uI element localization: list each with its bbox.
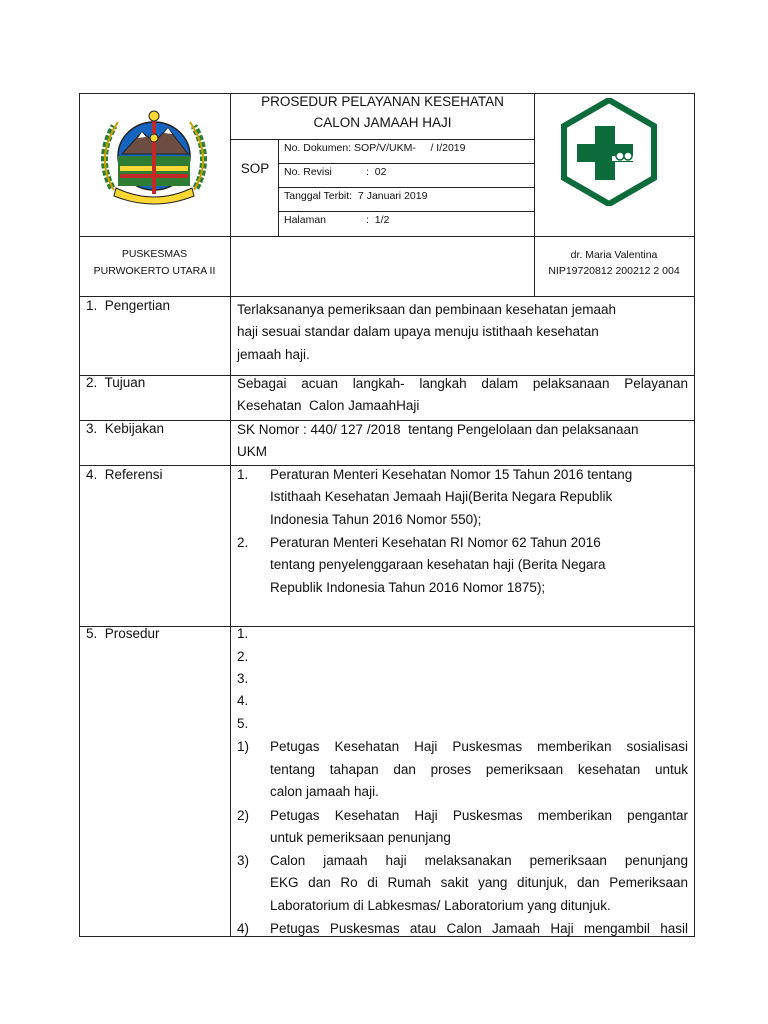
kebijakan-line: UKM [237,444,267,459]
prosedur-line: untuk pemeriksaan penunjang [270,830,451,845]
issue-date: Tanggal Terbit: 7 Januari 2019 [284,190,428,202]
pengertian-line: jemaah haji. [237,347,310,362]
prosedur-line: Calon jamaah haji melaksanakan pemeriksaan penunjang [270,853,688,868]
page-label: Halaman [284,214,327,226]
institution-name-line1: PUSKESMAS [121,248,188,260]
section-label-pengertian: 1. Pengertian [86,298,171,313]
section-label-prosedur: 5. Prosedur [86,626,160,641]
referensi-line: Republik Indonesia Tahun 2016 Nomor 1875); [270,580,546,595]
signer-nip: NIP19720812 200212 2 004 [548,265,680,277]
prosedur-empty-number: 3. [237,671,249,686]
document-title-line1: PROSEDUR PELAYANAN KESEHATAN [261,94,504,109]
referensi-number: 1. [237,467,249,482]
regency-emblem [98,108,210,208]
prosedur-line: tentang tahapan dan proses pemeriksaan kesehatan untuk [270,762,688,777]
revision-label: No. Revisi [284,166,332,178]
prosedur-empty-number: 2. [237,649,249,664]
tujuan-line: Kesehatan Calon JamaahHaji [237,398,420,413]
prosedur-line: calon jamaah haji. [270,784,379,799]
referensi-line: Peraturan Menteri Kesehatan RI Nomor 62 Tahun 2016 [270,535,601,550]
referensi-line: Peraturan Menteri Kesehatan Nomor 15 Tahun 2016 tentang [270,467,633,482]
prosedur-number: 4) [237,921,250,936]
referensi-line: Indonesia Tahun 2016 Nomor 550); [270,512,482,527]
section-label-referensi: 4. Referensi [86,467,163,482]
institution-name-line2: PURWOKERTO UTARA II [93,265,216,277]
referensi-line: tentang penyelenggaraan kesehatan haji (Berita Negara [270,557,606,572]
prosedur-line: Laboratorium di Labkesmas/ Laboratorium yang ditunjuk. [270,898,611,913]
sop-label: SOP [240,161,270,176]
revision-value: : 02 [366,166,387,178]
prosedur-line: EKG dan Ro di Rumah sakit yang ditunjuk, dan Pemeriksaan [270,875,688,890]
section-label-kebijakan: 3. Kebijakan [86,421,165,436]
prosedur-empty-number: 1. [237,626,249,641]
pengertian-line: Terlaksananya pemeriksaan dan pembinaan kesehatan jemaah [237,302,616,317]
kebijakan-line: SK Nomor : 440/ 127 /2018 tentang Pengelolaan dan pelaksanaan [237,422,639,437]
tujuan-line: Sebagai acuan langkah- langkah dalam pelaksanaan Pelayanan [237,376,688,391]
section-label-tujuan: 2. Tujuan [86,375,146,390]
prosedur-line: Petugas Puskesmas atau Calon Jamaah Haji mengambil hasil [270,921,688,936]
prosedur-empty-number: 4. [237,693,249,708]
prosedur-number: 2) [237,808,250,823]
prosedur-number: 3) [237,853,250,868]
prosedur-line: Petugas Kesehatan Haji Puskesmas memberikan sosialisasi [270,739,688,754]
referensi-number: 2. [237,535,249,550]
prosedur-empty-number: 5. [237,716,249,731]
prosedur-number: 1) [237,739,250,754]
signer-name: dr. Maria Valentina [570,249,658,261]
doc-number: No. Dokumen: SOP/V/UKM- / I/2019 [284,142,466,154]
page-value: : 1/2 [366,214,390,226]
referensi-line: Istithaah Kesehatan Jemaah Haji(Berita Negara Republik [270,489,613,504]
puskesmas-logo [555,98,663,206]
prosedur-line: Petugas Kesehatan Haji Puskesmas memberikan pengantar [270,808,688,823]
pengertian-line: haji sesuai standar dalam upaya menuju istithaah kesehatan [237,324,599,339]
document-title-line2: CALON JAMAAH HAJI [313,115,452,130]
